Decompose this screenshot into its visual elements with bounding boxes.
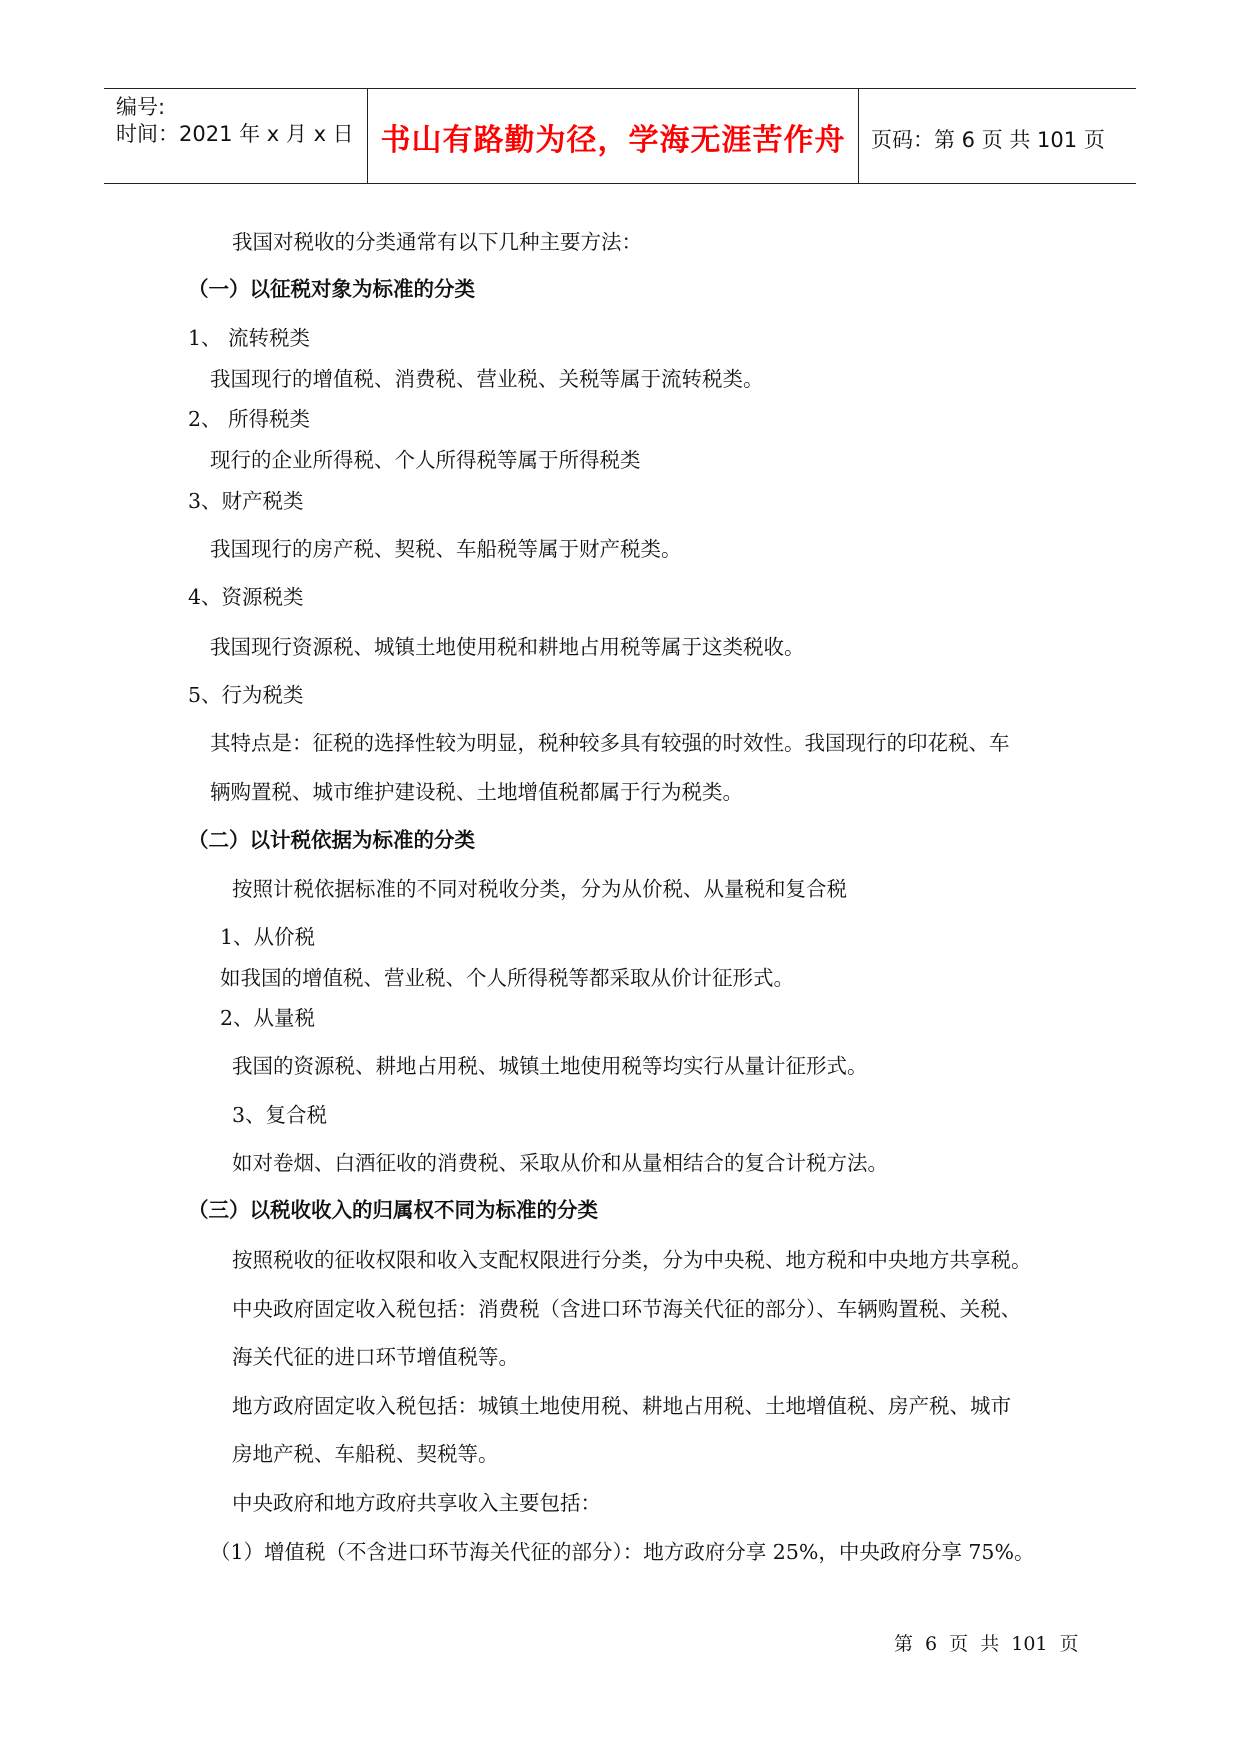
list-item-heading: 1、 流转税类 — [188, 326, 311, 350]
paragraph: （1）增值税（不含进口环节海关代征的部分）：地方政府分享 25%，中央政府分享 75%。 — [210, 1540, 1035, 1564]
motto-text: 书山有路勤为径，学海无涯苦作舟 — [380, 123, 846, 158]
paragraph: 辆购置税、城市维护建设税、土地增值税都属于行为税类。 — [210, 780, 743, 804]
paragraph: 我国现行的增值税、消费税、营业税、关税等属于流转税类。 — [210, 367, 764, 391]
section-heading-2: （二）以计税依据为标准的分类 — [188, 828, 475, 852]
header-info-cell — [104, 89, 368, 183]
paragraph: 按照税收的征收权限和收入支配权限进行分类，分为中央税、地方税和中央地方共享税。 — [232, 1248, 1032, 1272]
paragraph: 我国现行的房产税、契税、车船税等属于财产税类。 — [210, 537, 682, 561]
paragraph: 如对卷烟、白酒征收的消费税、采取从价和从量相结合的复合计税方法。 — [232, 1151, 888, 1175]
paragraph: 海关代征的进口环节增值税等。 — [232, 1345, 519, 1369]
date-label: 时间：2021 年 x 月 x 日 — [116, 122, 354, 146]
paragraph: 按照计税依据标准的不同对税收分类，分为从价税、从量税和复合税 — [232, 877, 847, 901]
list-item-heading: 4、资源税类 — [188, 585, 304, 609]
list-item-heading: 5、行为税类 — [188, 683, 304, 707]
header-motto-cell — [368, 89, 859, 183]
paragraph: 我国现行资源税、城镇土地使用税和耕地占用税等属于这类税收。 — [210, 635, 805, 659]
paragraph: 地方政府固定收入税包括：城镇土地使用税、耕地占用税、土地增值税、房产税、城市 — [232, 1394, 1011, 1418]
paragraph-intro: 我国对税收的分类通常有以下几种主要方法： — [232, 230, 642, 254]
list-item-heading: 2、 所得税类 — [188, 407, 311, 431]
serial-number-label: 编号: — [116, 95, 166, 119]
list-item-heading: 2、从量税 — [220, 1006, 316, 1030]
section-heading-3: （三）以税收收入的归属权不同为标准的分类 — [188, 1198, 598, 1222]
document-header — [104, 88, 1136, 184]
header-page-number: 页码：第 6 页 共 101 页 — [871, 128, 1105, 152]
paragraph: 中央政府固定收入税包括：消费税（含进口环节海关代征的部分）、车辆购置税、关税、 — [232, 1297, 1022, 1321]
paragraph: 其特点是：征税的选择性较为明显，税种较多具有较强的时效性。我国现行的印花税、车 — [210, 731, 1010, 755]
paragraph: 中央政府和地方政府共享收入主要包括： — [232, 1491, 601, 1515]
header-page-cell — [859, 89, 1136, 183]
list-item-heading: 3、复合税 — [232, 1103, 328, 1127]
paragraph: 我国的资源税、耕地占用税、城镇土地使用税等均实行从量计征形式。 — [232, 1054, 868, 1078]
list-item-heading: 3、财产税类 — [188, 489, 304, 513]
page-footer: 第 6 页 共 101 页 — [894, 1633, 1079, 1655]
paragraph: 如我国的增值税、营业税、个人所得税等都采取从价计征形式。 — [220, 966, 794, 990]
paragraph: 房地产税、车船税、契税等。 — [232, 1442, 499, 1466]
paragraph: 现行的企业所得税、个人所得税等属于所得税类 — [210, 448, 641, 472]
section-heading-1: （一）以征税对象为标准的分类 — [188, 277, 475, 301]
list-item-heading: 1、从价税 — [220, 925, 316, 949]
